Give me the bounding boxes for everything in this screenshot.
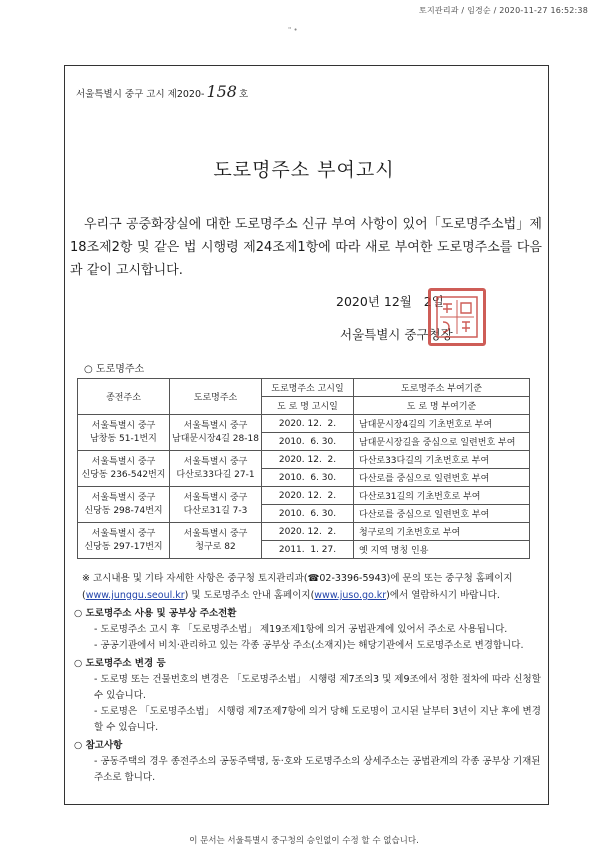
note-text-3: )에서 열람하시기 바랍니다. [386,590,500,601]
old-address-cell: 서울특별시 중구 남창동 51-1번지 [78,415,170,451]
basis-cell: 다산로33다길의 기초번호로 부여 [354,451,530,469]
notice-date-cell: 2020. 12. 2. [262,415,354,433]
reference-heading: ○ 참고사항 [74,740,123,751]
road-address-cell: 서울특별시 중구 다산로31길 7-3 [170,487,262,523]
official-seal [428,288,486,346]
road-notice-date-cell: 2010. 6. 30. [262,505,354,523]
note-text-2: ) 및 도로명주소 안내 홈페이지( [184,590,315,601]
table-row [78,451,530,469]
header-old-address: 종전주소 [78,379,170,415]
basis-cell: 청구로의 기초번호로 부여 [354,523,530,541]
notice-date-cell: 2020. 12. 2. [262,487,354,505]
section-road-address-heading: ○ 도로명주소 [84,364,145,375]
header-road-notice-date: 도 로 명 고시일 [262,397,354,415]
reference-section [74,738,544,786]
body-text: 우리구 공중화장실에 대한 도로명주소 신규 부여 사항이 있어「도로명주소법」제18조제2항 및 같은 법 시행령 제24조제1항에 따라 새로 부여한 도로명주소를 다음과 같이 고시합니다. [70,217,542,278]
change-item: - 도로명은 「도로명주소법」 시행령 제7조제7항에 의거 당해 도로명이 고시된 날부터 3년이 지난 후에 변경할 수 있습니다. [94,706,541,733]
road-address-cell: 서울특별시 중구 청구로 82 [170,523,262,559]
notice-date-cell: 2020. 12. 2. [262,523,354,541]
old-address-cell: 서울특별시 중구 신당동 298-74번지 [78,487,170,523]
table-row [78,487,530,505]
issuer-name: 서울특별시 중구청장 [340,327,453,342]
old-address-cell: 서울특별시 중구 신당동 236-542번지 [78,451,170,487]
table-row [78,415,530,433]
basis-cell: 다산로31길의 기초번호로 부여 [354,487,530,505]
issue-date: 2020년 12월 2일 [336,294,444,309]
reference-item: - 공동주택의 경우 종전주소의 공동주택명, 동·호와 도로명주소의 상세주소는 공법관계의 각종 공부상 기재된 주소로 합니다. [94,756,541,783]
table-row [78,523,530,541]
road-basis-cell: 옛 지역 명칭 인용 [354,541,530,559]
usage-item: - 공공기관에서 비치·관리하고 있는 각종 공부상 주소(소재지)는 해당기관에서 도로명주소로 변경합니다. [94,640,524,651]
road-address-cell: 서울특별시 중구 남대문시장4길 28-18 [170,415,262,451]
header-notice-date: 도로명주소 고시일 [262,379,354,397]
road-basis-cell: 다산로를 중심으로 일련번호 부여 [354,505,530,523]
change-item: - 도로명 또는 건물번호의 변경은 「도로명주소법」 시행령 제7조의3 및 제9조에서 정한 절차에 따라 신청할 수 있습니다. [94,674,541,701]
document-id-stamp: 토지관리과 / 임경순 / 2020-11-27 16:52:38 [419,6,588,15]
road-notice-date-cell: 2011. 1. 27. [262,541,354,559]
notice-prefix: 서울특별시 중구 고시 제2020- [76,89,205,100]
table-header-row [78,379,530,397]
road-notice-date-cell: 2010. 6. 30. [262,469,354,487]
footer-disclaimer: 이 문서는 서울특별시 중구청의 승인없이 수정 할 수 없습니다. [189,836,419,846]
change-section [74,656,544,736]
usage-heading: ○ 도로명주소 사용 및 공부상 주소전환 [74,608,237,619]
change-heading: ○ 도로명주소 변경 등 [74,658,166,669]
juso-homepage-link[interactable]: www.juso.go.kr [314,590,387,601]
junggu-homepage-link[interactable]: www.junggu.seoul.kr [85,590,185,601]
notice-date-cell: 2020. 12. 2. [262,451,354,469]
address-table [77,378,530,559]
page-title: 도로명주소 부여고시 [213,159,395,181]
usage-item: - 도로명주소 고시 후 「도로명주소법」 제19조제1항에 의거 공법관계에 있어서 주소로 사용됩니다. [94,624,508,635]
inquiry-note [82,570,537,604]
seal-icon [434,294,480,340]
basis-cell: 남대문시장4길의 기초번호로 부여 [354,415,530,433]
road-basis-cell: 다산로를 중심으로 일련번호 부여 [354,469,530,487]
header-road-basis: 도 로 명 부여기준 [354,397,530,415]
usage-section [74,606,544,654]
notice-number [76,82,248,101]
old-address-cell: 서울특별시 중구 신당동 297-17번지 [78,523,170,559]
notice-handwritten-number: 158 [206,82,237,101]
note-text-1: ※ 고시내용 및 기타 자세한 사항은 중구청 토지관리과(☎02-3396-5943)에 문의 또는 중구청 홈페이지( [82,573,513,601]
road-basis-cell: 남대문시장길을 중심으로 일련번호 부여 [354,433,530,451]
road-address-cell: 서울특별시 중구 다산로33다길 27-1 [170,451,262,487]
scan-marks: " • [288,26,298,34]
header-basis: 도로명주소 부여기준 [354,379,530,397]
road-notice-date-cell: 2010. 6. 30. [262,433,354,451]
notice-suffix: 호 [238,89,249,100]
header-road-address: 도로명주소 [170,379,262,415]
